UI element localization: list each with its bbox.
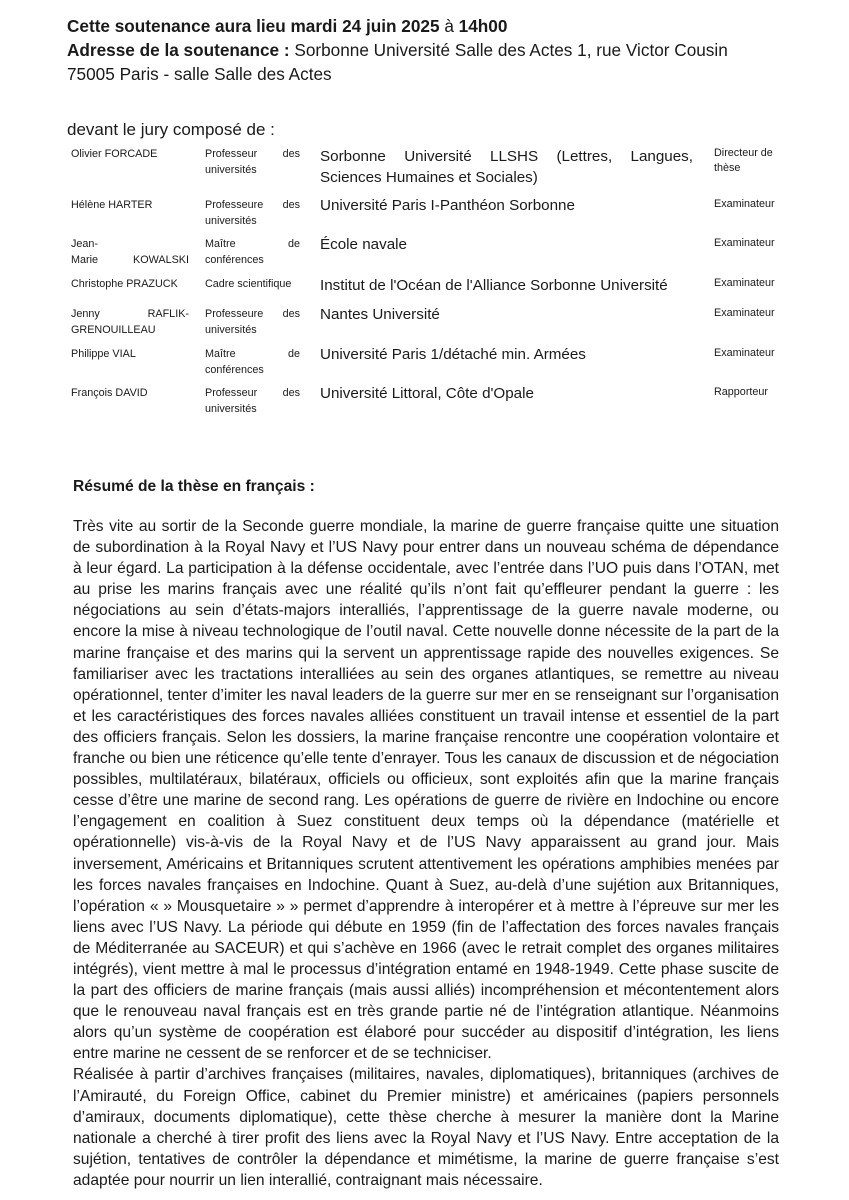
jury-member-name [71,236,189,268]
grade-line-2: universités [205,403,257,415]
jury-member-grade [205,146,300,178]
jury-member-name [71,306,189,338]
jury-member-institution: Université Littoral, Côte d'Opale [320,385,534,402]
jury-member-name: Olivier FORCADE [71,148,158,160]
grade-line-2: universités [205,324,257,336]
jury-member-institution: Nantes Université [320,306,440,323]
jury-member-grade [205,236,300,268]
defense-at: à [444,16,454,36]
jury-member-role: Examinateur [714,237,775,249]
defense-date-line [67,14,827,38]
jury-member-name: François DAVID [71,387,148,399]
defense-address-label: Adresse de la soutenance : [67,40,290,60]
defense-address-line [67,38,827,62]
resume-paragraph-1: Très vite au sortir de la Seconde guerre mondiale, la marine de guerre française quitte une situation de subordination à la Royal Navy et l’US Navy pour entrer dans un nouveau schéma de dépendance à leur égard. La participation à la défense occidentale, avec l’entrée dans l’UO puis dans l’OTAN, met au prise les marins français avec une réalité qu’ils n’ont fait qu’effleurer pendant la guerre : les négociations au sein d’états-majors interalliés, l’apprentissage de la guerre navale moderne, ou encore la mise à niveau technologique de l’outil naval. Cette nouvelle donne nécessite de la part de la marine française et des marins qui la servent un apprentissage rapide des nouvelles exigences. Se familiariser avec les tractations interalliées au sein des organes atlantiques, se remettre au niveau opérationnel, tenter d’imiter les naval leaders de la guerre sur mer en se renseignant sur l’organisation et les caractéristiques des forces navales alliées constituent un travail intense et essentiel de la part des officiers français. Selon les dossiers, la marine française rencontre une coopération volontaire et franche ou bien une réticence qu’elle tente d’enrayer. Tous les canaux de discussion et de négociation possibles, multilatéraux, bilatéraux, officiels ou officieux, sont exploités afin que la marine français cesse d’être une marine de second rang. Les opérations de guerre de rivière en Indochine ou encore l’engagement en coalition à Suez constituent deux temps où la dépendance (matérielle et opérationnelle) vis-à-vis de la Royal Navy et de l’US Navy apparaissent au grand jour. Mais inversement, Américains et Britanniques scrutent attentivement les opérations amphibies menées par les forces navales françaises en Indochine. Quant à Suez, au-delà d’une sujétion aux Britanniques, l’opération « » Mousquetaire » » permet d’apprendre à interopérer et à mettre à l’épreuve sur mer les liens avec l’US Navy. La période qui débute en 1959 (fin de l’affectation des forces navales français de Méditerranée au SACEUR) et qui s’achève en 1966 (avec le retrait complet des organes militaires intégrés), vient mettre à mal le processus d’intégration entamé en 1948-1949. Cette phase suscite de la part des officiers de marine français (mais aussi alliés) incompréhension et mécontentement alors que le renouveau naval français est en très grande partie né de l’intégration atlantique. Néanmoins alors qu’un système de coopération est élaboré pour succéder au dispositif d’intégration, les liens entre marine ne cessent de se renforcer et de se techniciser. [73,518,779,1063]
jury-member-grade [205,306,300,338]
resume-paragraph-2: Réalisée à partir d’archives françaises (militaires, navales, diplomatiques), britanniques (archives de l’Amirauté, du Foreign Office, cabinet du Premier ministre) et américaines (papiers personnels d’amiraux, documents diplomatique), cette thèse cherche à mesurer la manière dont la Marine nationale a cherché à tirer profit des liens avec la Royal Navy et l’US Navy. Entre acceptation de la sujétion, tentatives de contrôler la dépendance et mimétisme, la marine de guerre française s’est adaptée pour nourrir un lien interallié, contraignant mais nécessaire. [73,1066,779,1189]
resume-title: Résumé de la thèse en français : [73,478,315,495]
grade-line-2: conférences [205,254,264,266]
defense-time: 14h00 [458,16,508,36]
jury-member-name: Christophe PRAZUCK [71,278,178,290]
grade-line-2: universités [205,215,257,227]
name-line-2: Marie KOWALSKI [71,254,189,266]
defense-address-line-2: 75005 Paris - salle Salle des Actes [67,64,332,84]
grade-line-2: conférences [205,364,264,376]
grade-line-1: Professeure des [205,308,300,320]
jury-member-role: Examinateur [714,307,775,319]
jury-member-grade: Cadre scientifique [205,278,292,290]
jury-member-institution: Sorbonne Université LLSHS (Lettres, Langues, Sciences Humaines et Sociales) [320,148,693,186]
jury-member-role: Examinateur [714,277,775,289]
jury-member-institution: Institut de l'Océan de l'Alliance Sorbonne Université [320,277,668,294]
jury-member-grade [205,385,300,417]
grade-line-1: Maître de [205,238,300,250]
grade-line-1: Professeure des [205,199,300,211]
resume-body [73,516,779,1191]
jury-member-institution: École navale [320,236,407,253]
jury-member-grade [205,197,300,229]
jury-member-institution: Université Paris 1/détaché min. Armées [320,346,586,363]
jury-member-name: Hélène HARTER [71,199,153,211]
jury-intro: devant le jury composé de : [67,120,275,139]
defense-header [67,14,827,86]
grade-line-1: Maître de [205,348,300,360]
jury-member-role: Rapporteur [714,386,769,398]
jury-member-grade [205,346,300,378]
jury-member-role: Examinateur [714,347,775,359]
name-line-1: Jenny RAFLIK- [71,308,189,320]
defense-date: Cette soutenance aura lieu mardi 24 juin 2025 [67,16,440,36]
name-line-2: GRENOUILLEAU [71,324,156,336]
grade-line-1: Professeur des [205,387,300,399]
name-line-1: Jean- [71,238,99,250]
jury-member-role: Directeur de thèse [714,147,773,174]
jury-member-name: Philippe VIAL [71,348,136,360]
jury-member-institution: Université Paris I-Panthéon Sorbonne [320,197,575,214]
grade-line-2: universités [205,164,257,176]
jury-member-role: Examinateur [714,198,775,210]
defense-address: Sorbonne Université Salle des Actes 1, rue Victor Cousin [294,40,728,60]
grade-line-1: Professeur des [205,148,300,160]
